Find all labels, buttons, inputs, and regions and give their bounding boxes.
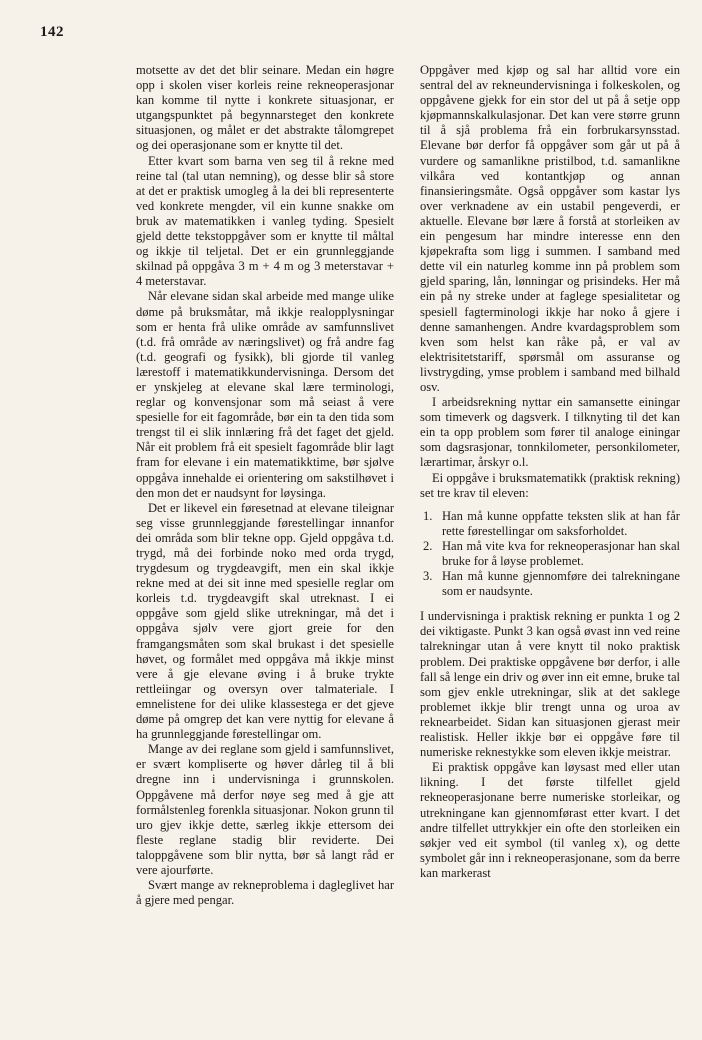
- page-number: 142: [40, 24, 64, 40]
- paragraph: Svært mange av rekneproblema i dagleglivet har å gjere med pengar.: [136, 878, 394, 908]
- paragraph: I undervisninga i praktisk rekning er punkta 1 og 2 dei viktigaste. Punkt 3 kan også øvast inn ved reine talrekningar utan å vere knytt til noko praktisk problem. Dei praktiske oppgåvene bør derfor, i alle fall så lenge ein driv og øver inn eit emne, bruke tal som gjev enkle utrekningar, slik at det saklege problemet ikkje blir trengt unna og uroa av reknearbeidet. Sidan kan situasjonen gjerast meir realistisk. Heller ikkje bør ei oppgåve føre til numeriske reknestykke som eleven ikkje meistrar.: [420, 609, 680, 760]
- list-item-number: 2.: [423, 538, 433, 553]
- paragraph: Ei oppgåve i bruksmatematikk (praktisk rekning) set tre krav til eleven:: [420, 470, 680, 500]
- paragraph: I arbeidsrekning nyttar ein samansette einingar som timeverk og dagsverk. I tilknyting til det kan ein ta opp problem som fører til analoge einingar som dagsrasjonar, tonnkilometer, personkilometer, lærartimar, årskyr o.l.: [420, 395, 680, 470]
- list-item: [420, 569, 680, 599]
- list-item: [420, 509, 680, 539]
- paragraph: motsette av det det blir seinare. Medan ein høgre opp i skolen viser korleis reine rekneoperasjonar kan komme til nytte i konkrete situasjonar, er utgangspunktet på begynnarsteget den konkrete situasjonen, og målet er det abstrakte tålomgrepet og dei operasjonane som er knytte til det.: [136, 63, 394, 153]
- right-text-column: [420, 63, 680, 881]
- paragraph: Det er likevel ein føresetnad at elevane tileignar seg visse grunnleggjande førestellingar innanfor dei områda som blir tekne opp. Gjeld oppgåva t.d. trygd, må dei forbinde noko med orda trygd, trygdesum og trygdeavgift, men ein skal ikkje rekne med at dei sit inne med spesielle reglar om korleis t.d. trygdeavgift skal utreknast. I ei oppgåve som gjeld slike utrekningar, må det i oppgåva sjølv vere gjort greie for den framgangsmåten som skal brukast i det spesielle høvet, og formålet med oppgåva må ikkje minst vere å gje elevane øving i å bruke trykte rettleiingar og oversyn over talmateriale. I emnelistene for dei ulike klassestega er det gjeve døme på omgrep det kan vere nyttig for elevane å ha grunnleggjande førestellingar om.: [136, 500, 394, 742]
- list-item-number: 1.: [423, 508, 433, 523]
- paragraph: Mange av dei reglane som gjeld i samfunnslivet, er svært kompliserte og høver dårleg til å bli dregne inn i undervisninga i grunnskolen. Oppgåvene må derfor nøye seg med å gje att formålstenleg forenkla situasjonar. Nokon grunn til uro gjev ikkje dette, særleg ikkje ettersom dei fleste reglane stadig blir reviderte. Dei taloppgåvene som blir nytta, bør så langt råd er vere ajourførte.: [136, 742, 394, 877]
- paragraph: Når elevane sidan skal arbeide med mange ulike døme på bruksmåtar, må ikkje realopplysningar som er henta frå ulike område av samfunnslivet (t.d. frå område av næringslivet) og frå andre fag (t.d. geografi og fysikk), bli gjorde til vanleg lærestoff i matematikkundervisninga. Dersom det er ynskjeleg at elevane skal lære terminologi, reglar og konvensjonar som må seiast å vere spesielle for eit fagområde, bør ein ta den tida som trengst til ei slik innlæring frå det faget det gjeld. Når eit problem frå eit spesielt fagområde blir lagt fram for elevane i ein matematikktime, bør sjølve oppgåva innehalde ei orientering om sakstilhøvet i den mon det er naudsynt for løysinga.: [136, 289, 394, 500]
- paragraph: Etter kvart som barna ven seg til å rekne med reine tal (tal utan nemning), og desse blir så store at det er praktisk umogleg å la dei bli representerte ved konkrete mengder, vil ein kunne snakke om bruk av matematikken i vanleg tyding. Spesielt gjeld dette tekstoppgåver som er knytte til måltal og ikkje til teljetal. Det er ein grunnleggjande skilnad på oppgåva 3 m + 4 m og 3 meterstavar + 4 meterstavar.: [136, 153, 394, 289]
- list-item-text: Han må kunne gjennomføre dei talrekningane som er naudsynte.: [442, 569, 680, 599]
- list-item-text: Han må kunne oppfatte teksten slik at han får rette førestellingar om saksforholdet.: [442, 508, 680, 538]
- left-text-column: [136, 63, 394, 908]
- list-item-number: 3.: [423, 569, 433, 584]
- list-item-text: Han må vite kva for rekneoperasjonar han skal bruke for å løyse problemet.: [442, 538, 680, 568]
- list-item: [420, 539, 680, 569]
- paragraph: Ei praktisk oppgåve kan løysast med eller utan likning. I det første tilfellet gjeld rekneoperasjonane berre numeriske storleikar, og utrekningane kan gjennomførast etter kvart. I det andre tilfellet uttrykkjer ein ofte den storleiken ein søkjer ved eit symbol (til vanleg x), og dette symbolet går inn i rekneoperasjonane, som da berre kan markerast: [420, 760, 680, 880]
- requirements-list: [420, 509, 680, 600]
- paragraph: Oppgåver med kjøp og sal har alltid vore ein sentral del av rekneundervisninga i folkeskolen, og oppgåvene gjekk for ein stor del ut på å setje opp kjøpmannskalkulasjonar. Det kan vere større grunn til å sjå problema frå ein forbrukarsynsstad. Elevane bør derfor få oppgåver som går ut på å vurdere og samanlikne pristilbod, t.d. samanlikne vilkåra ved kontantkjøp og annan finansieringsmåte. Også oppgåver som kastar lys over verknadene av ein ustabil pengeverdi, er aktuelle. Elevane bør lære å forstå at storleiken av ein pengesum har mindre interesse enn den kjøpekrafta som ligg i summen. I samband med dette vil ein naturleg komme inn på problem som gjeld sparing, lån, lønningar og prisindeks. Her må ein på ny streke under at faglege spesialitetar og spesiell fagterminologi ikkje har noko å gjere i denne samanhengen. Andre kvardagsproblem som kven som helst kan råke på, er val av elektrisitetstariff, spørsmål om assuranse og livstrygding, ymse problem i samband med bilhald osv.: [420, 63, 680, 394]
